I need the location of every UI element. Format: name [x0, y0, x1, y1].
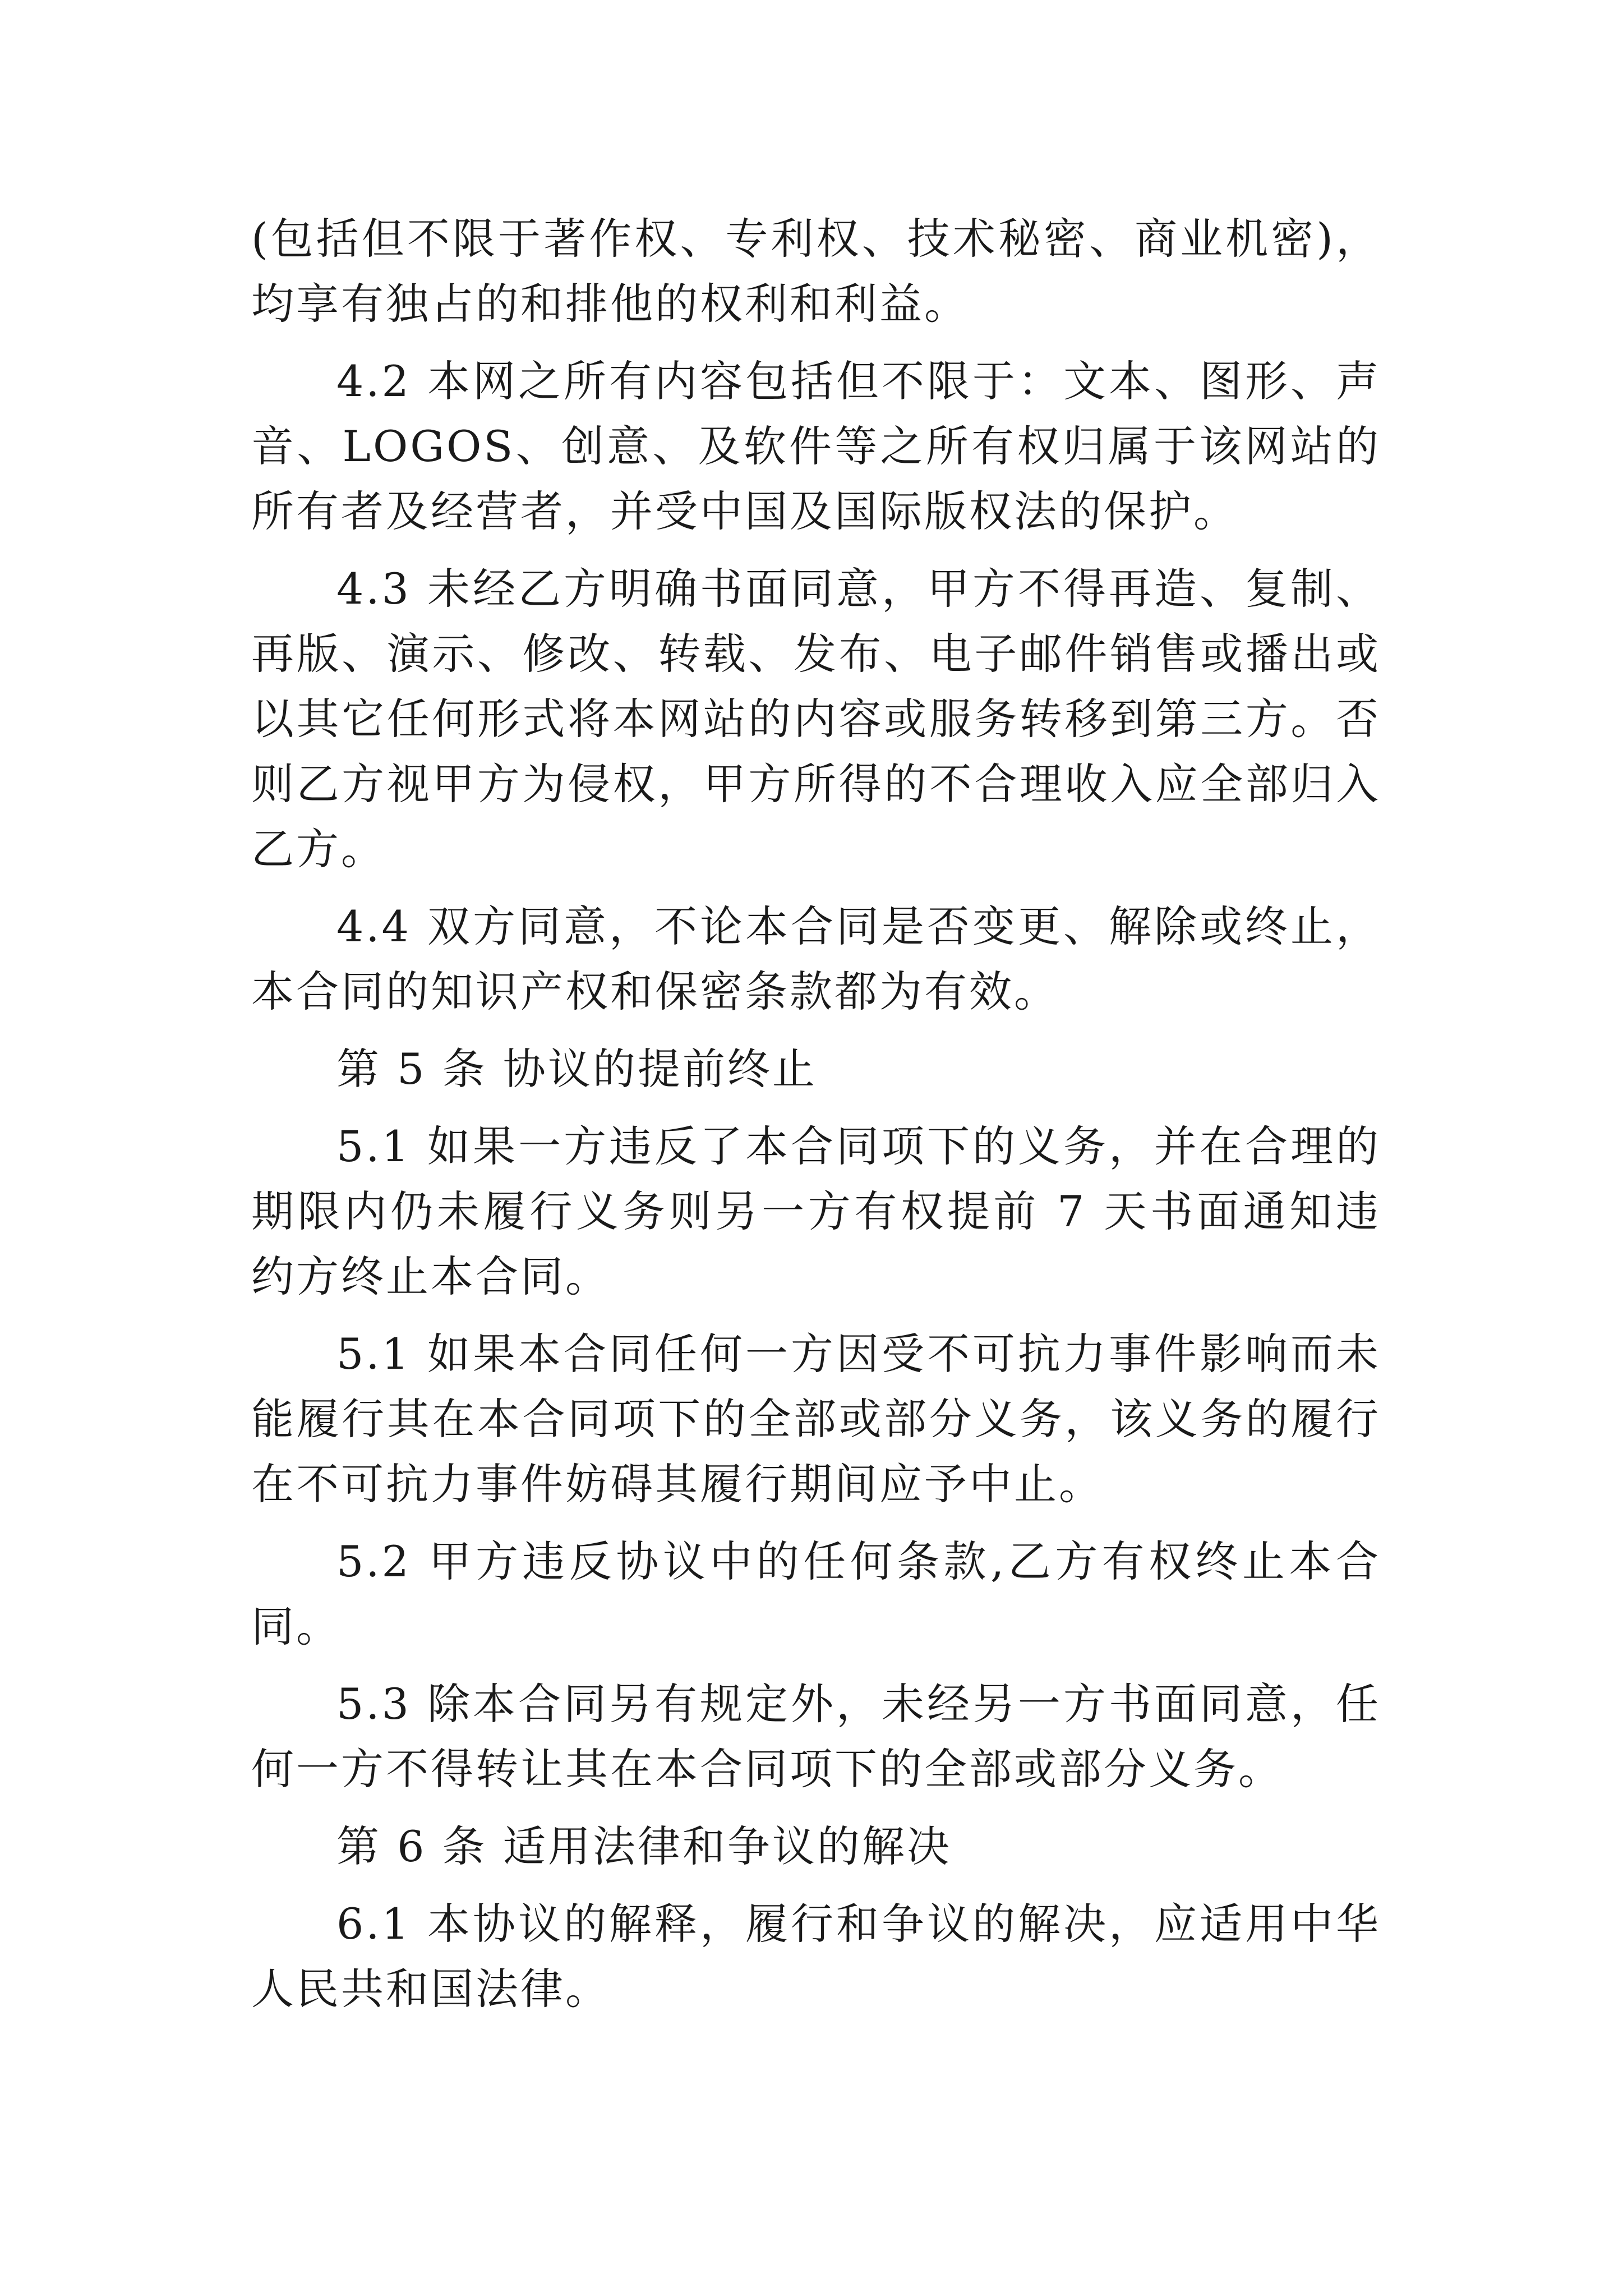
paragraph-4-2: 4.2 本网之所有内容包括但不限于：文本、图形、声音、LOGOS、创意、及软件等之所有权归属于该网站的所有者及经营者，并受中国及国际版权法的保护。	[251, 356, 1381, 536]
document-page	[251, 206, 1381, 2022]
article-5-heading: 第 5 条 协议的提前终止	[336, 1044, 817, 1094]
paragraph-5-3: 5.3 除本合同另有规定外，未经另一方书面同意，任何一方不得转让其在本合同项下的全部或部分义务。	[251, 1679, 1381, 1794]
paragraph-5-1-first: 5.1 如果一方违反了本合同项下的义务，并在合理的期限内仍未履行义务则另一方有权提前 7 天书面通知违约方终止本合同。	[251, 1121, 1381, 1301]
paragraph-5-1-second: 5.1 如果本合同任何一方因受不可抗力事件影响而未能履行其在本合同项下的全部或部分义务，该义务的履行在不可抗力事件妨碍其履行期间应予中止。	[251, 1329, 1381, 1509]
article-6-heading: 第 6 条 适用法律和争议的解决	[336, 1821, 952, 1871]
paragraph-continued: (包括但不限于著作权、专利权、技术秘密、商业机密)，均享有独占的和排他的权利和利益。	[251, 214, 1381, 329]
paragraph-4-3: 4.3 未经乙方明确书面同意，甲方不得再造、复制、再版、演示、修改、转载、发布、电子邮件销售或播出或以其它任何形式将本网站的内容或服务转移到第三方。否则乙方视甲方为侵权，甲方所得的不合理收入应全部归入乙方。	[251, 564, 1381, 874]
paragraph-5-2: 5.2 甲方违反协议中的任何条款,乙方有权终止本合同。	[251, 1536, 1381, 1651]
paragraph-4-4: 4.4 双方同意，不论本合同是否变更、解除或终止，本合同的知识产权和保密条款都为有效。	[251, 901, 1381, 1016]
paragraph-6-1: 6.1 本协议的解释，履行和争议的解决，应适用中华人民共和国法律。	[251, 1899, 1381, 2014]
